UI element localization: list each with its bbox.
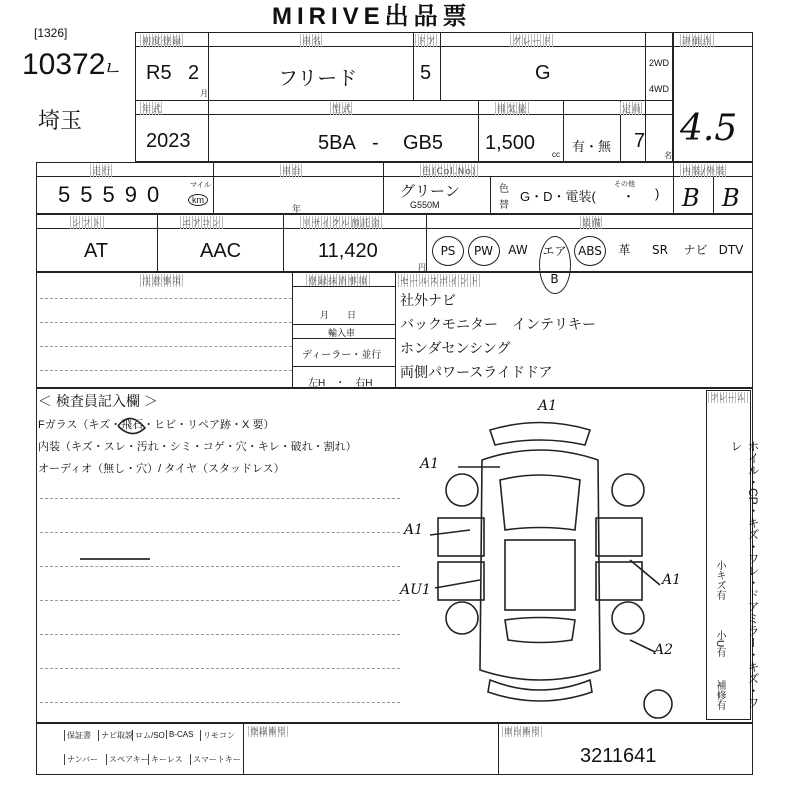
label-model-year: 年式 — [140, 102, 164, 115]
reg-month-unit: 月 — [200, 89, 208, 98]
side-note-2: 小U有 — [714, 630, 725, 658]
label-inner-eval: 内装/外装 — [680, 164, 728, 177]
equipment-2: AW — [508, 243, 528, 257]
car-name: フリード — [278, 68, 358, 90]
checklist-0: 保証書 — [64, 730, 91, 741]
recorder-mid: ・ — [622, 189, 636, 204]
prefecture: 埼玉 — [38, 108, 83, 133]
document-title: MIRIVE出品票 — [272, 3, 472, 30]
damage-mark-2: A1 — [404, 522, 424, 538]
damage-mark-5: A2 — [654, 642, 674, 658]
reg-era: R5 — [146, 62, 172, 84]
doors: 5 — [420, 62, 432, 84]
sales-point-3: 両側パワースライドドア — [400, 364, 553, 380]
recycle-fee: 11,420 — [318, 240, 378, 262]
damage-mark-0: A1 — [538, 398, 558, 414]
type-prefix: 5BA — [318, 132, 356, 154]
recycle-dealer: ディーラー・並行 — [302, 350, 382, 361]
inspector-line-1: Fガラス（キズ・飛石・ヒビ・リペア跡・X 要） — [38, 419, 275, 431]
checklist-1: ナビ取説 — [98, 730, 133, 741]
label-first-reg: 初度登録 — [140, 34, 184, 47]
type-dash: - — [372, 132, 379, 154]
label-capacity: 定員 — [620, 102, 644, 115]
label-grade: グレード — [510, 34, 554, 47]
other-label: その他 — [614, 181, 635, 188]
recorder: G・D・電装( — [520, 189, 596, 204]
outer-grade: B — [722, 184, 740, 212]
label-type: 型式 — [330, 102, 354, 115]
checklist-3: B-CAS — [166, 730, 193, 739]
damage-mark-3: AU1 — [400, 582, 431, 598]
mileage-value: 55590 — [58, 182, 170, 207]
sales-point-0: 社外ナビ — [400, 292, 456, 308]
year-note: 年 — [292, 204, 302, 214]
label-equipment: 装備 — [580, 216, 604, 229]
side-note-3: 補修有 — [714, 680, 725, 710]
label-color: 色(Col.No) — [420, 164, 478, 177]
label-recycle-notes: 登録抹消事項 — [306, 274, 370, 287]
shift: AT — [84, 240, 109, 262]
cc-unit: cc — [552, 150, 560, 159]
reg-month: 2 — [188, 62, 200, 84]
equipment-7: ナビ — [683, 243, 708, 257]
lot-tag: [1326] — [34, 26, 68, 40]
inspector-header: ＜ 検査員記入欄 ＞ — [38, 393, 158, 409]
yen-unit: 円 — [418, 263, 426, 272]
label-car-name: 車名 — [300, 34, 324, 47]
drive-4wd: 4WD — [649, 84, 669, 94]
equipment-4: ABS — [574, 236, 606, 266]
mileage-unit-alt: マイル — [190, 182, 211, 189]
body-label: 色 — [499, 184, 509, 195]
inspector-line-3: オーディオ（無し・穴）/ タイヤ（スタッドレス） — [38, 463, 285, 475]
recycle-date: 月 日 — [320, 310, 357, 320]
eval-score: 4.5 — [680, 108, 738, 149]
label-frame-check: フレーム — [710, 393, 746, 402]
recycle-handle: 左H ・ 右H — [308, 378, 373, 389]
checklist-7: キーレス — [148, 754, 183, 765]
label-mileage: 走行 — [90, 164, 114, 177]
side-note-1: 小キズ有 — [714, 560, 725, 600]
capacity: 7 — [634, 130, 646, 152]
inner-grade: B — [682, 184, 700, 212]
label-recycle: リサイクル預託金 — [300, 216, 383, 229]
mileage-unit: km — [188, 194, 208, 206]
checklist-4: リモコン — [200, 730, 235, 741]
equipment-3: エアB — [539, 236, 571, 294]
equipment-1: PW — [468, 236, 500, 266]
checklist-2: ロム/SO — [132, 730, 165, 741]
equipment-0: PS — [432, 236, 464, 266]
label-vin: 車台 — [280, 164, 304, 177]
aircon: AAC — [200, 240, 242, 262]
lot-mark: ㄴ — [102, 56, 122, 80]
label-aircon: エアコン — [180, 216, 224, 229]
label-option-notes: 注意事項 — [140, 274, 184, 287]
checklist-6: スペアキー — [106, 754, 149, 765]
damage-mark-4: A1 — [662, 572, 682, 588]
sales-point-1: バックモニター インテリキー — [400, 316, 596, 332]
label-bottom-reg: 登録番号 — [250, 727, 286, 736]
label-displacement: 排気量 — [495, 102, 529, 115]
model-year: 2023 — [146, 130, 191, 152]
side-note-main: ホイル・CP・キズ・ワレ・ドアミラー・キズ・ワレ — [729, 440, 760, 709]
equipment-8: DTV — [718, 243, 744, 257]
recycle-import: 輸入車 — [328, 328, 356, 338]
inspector-line-2: 内装（キズ・スレ・汚れ・シミ・コゲ・穴・キレ・破れ・割れ） — [38, 441, 357, 453]
lot-number: 10372 — [22, 48, 106, 81]
label-shift: シフト — [70, 216, 104, 229]
label-eval: 評価点 — [680, 34, 714, 47]
grade: G — [535, 62, 551, 84]
equipment-5: 革 — [618, 243, 631, 257]
capacity-unit: 名 — [664, 151, 672, 160]
damage-mark-1: A1 — [420, 456, 440, 472]
checklist-5: ナンバー — [64, 754, 98, 765]
change-label: 替 — [499, 200, 509, 211]
displacement: 1,500 — [485, 132, 536, 154]
drive-2wd: 2WD — [649, 58, 669, 68]
color-name: グリーン — [400, 183, 460, 200]
type-model: GB5 — [403, 132, 444, 154]
color-code: G550M — [410, 200, 440, 210]
label-bottom-shaken: 車台番号 — [504, 727, 540, 736]
equipment-6: SR — [652, 243, 668, 257]
checklist-8: スマートキー — [190, 754, 241, 765]
turbo: 有・無 — [572, 139, 612, 154]
label-doors: ドア — [415, 34, 439, 47]
sales-point-2: ホンダセンシング — [400, 340, 511, 356]
label-sales-point: セールスポイント — [398, 274, 481, 287]
recorder-end: ) — [655, 186, 660, 201]
stock-number: 3211641 — [580, 745, 657, 767]
